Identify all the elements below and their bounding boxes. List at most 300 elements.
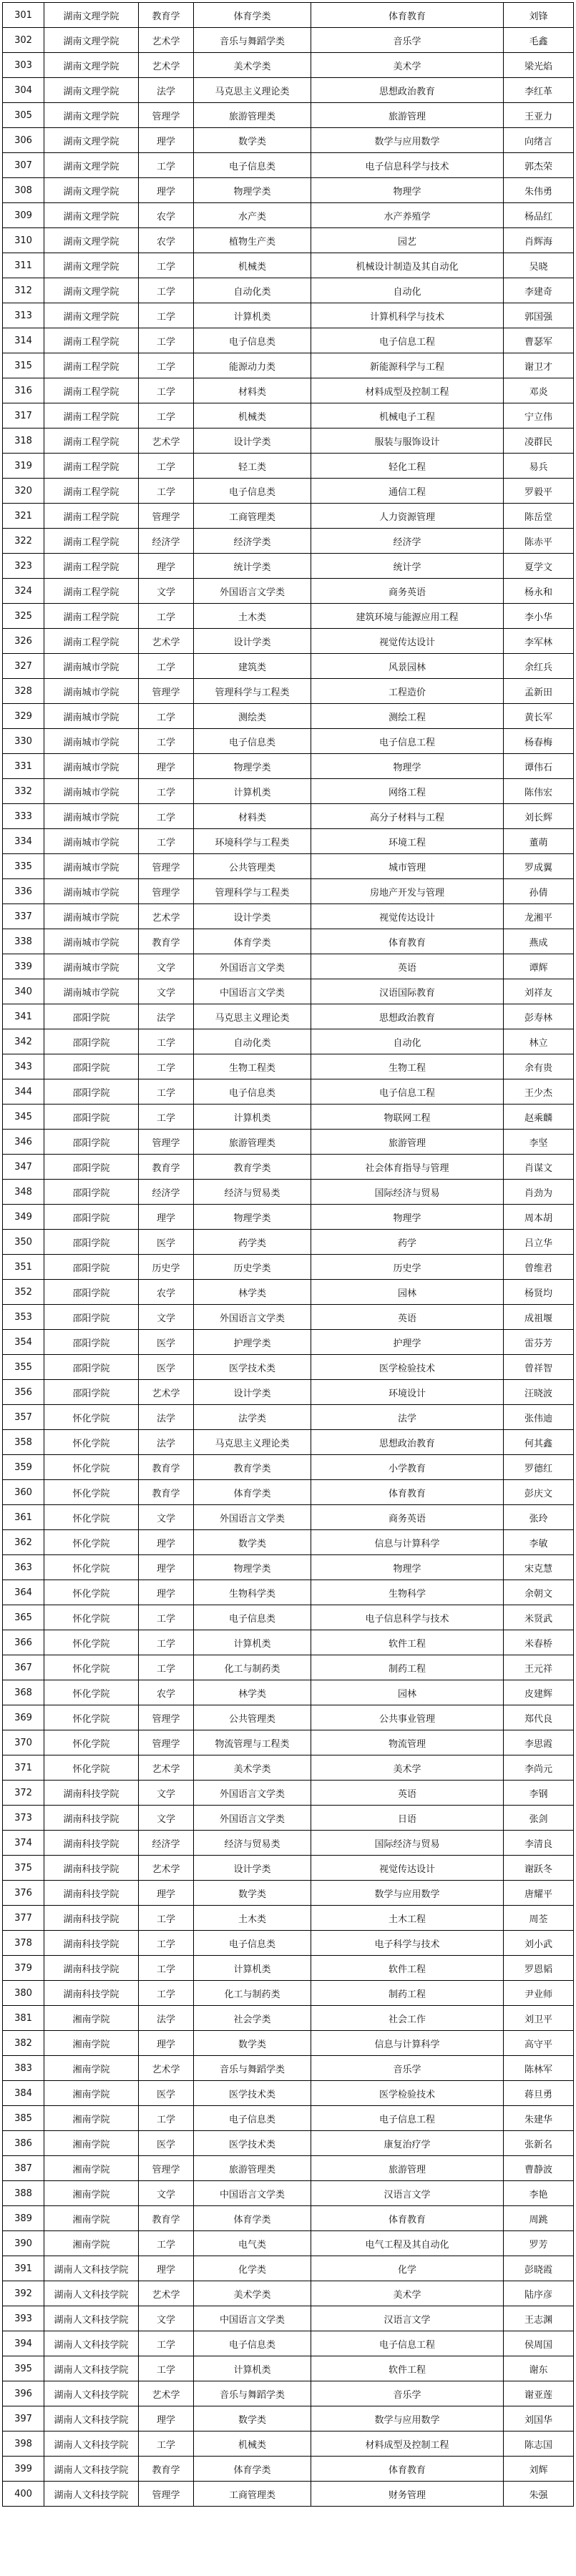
leader-cell: 唐耀平 — [504, 1881, 574, 1906]
discipline-cell: 法学 — [139, 78, 194, 103]
row-number-cell: 392 — [3, 2281, 44, 2306]
leader-cell: 陈林军 — [504, 2056, 574, 2081]
university-cell: 邵阳学院 — [44, 1355, 139, 1380]
university-cell: 湖南文理学院 — [44, 203, 139, 228]
discipline-cell: 医学 — [139, 1330, 194, 1355]
program-table — [2, 2, 574, 2507]
discipline-cell: 理学 — [139, 2256, 194, 2281]
table-row — [3, 1881, 574, 1906]
university-cell: 湘南学院 — [44, 2181, 139, 2206]
discipline-cell: 文学 — [139, 1305, 194, 1330]
university-cell: 邵阳学院 — [44, 1079, 139, 1105]
category-cell: 化工与制药类 — [194, 1655, 311, 1680]
leader-cell: 郑代良 — [504, 1705, 574, 1730]
discipline-cell: 工学 — [139, 328, 194, 353]
discipline-cell: 法学 — [139, 1405, 194, 1430]
leader-cell: 刘锋 — [504, 3, 574, 28]
row-number-cell: 394 — [3, 2331, 44, 2356]
row-number-cell: 361 — [3, 1505, 44, 1530]
university-cell: 邵阳学院 — [44, 1180, 139, 1205]
major-cell: 测绘工程 — [311, 704, 504, 729]
major-cell: 风景园林 — [311, 654, 504, 679]
table-row — [3, 2431, 574, 2457]
category-cell: 中国语言文学类 — [194, 2181, 311, 2206]
university-cell: 湘南学院 — [44, 2231, 139, 2256]
table-row — [3, 1430, 574, 1455]
category-cell: 外国语言文学类 — [194, 954, 311, 979]
leader-cell: 李思霞 — [504, 1730, 574, 1755]
row-number-cell: 311 — [3, 253, 44, 278]
leader-cell: 李敏 — [504, 1530, 574, 1555]
discipline-cell: 工学 — [139, 153, 194, 178]
leader-cell: 汪晓波 — [504, 1380, 574, 1405]
major-cell: 软件工程 — [311, 1630, 504, 1655]
leader-cell: 尹业师 — [504, 1981, 574, 2006]
university-cell: 湖南工程学院 — [44, 629, 139, 654]
row-number-cell: 371 — [3, 1755, 44, 1781]
row-number-cell: 358 — [3, 1430, 44, 1455]
table-row — [3, 1655, 574, 1680]
major-cell: 小学教育 — [311, 1455, 504, 1480]
university-cell: 湖南工程学院 — [44, 428, 139, 454]
university-cell: 湘南学院 — [44, 2081, 139, 2106]
major-cell: 统计学 — [311, 554, 504, 579]
row-number-cell: 343 — [3, 1054, 44, 1079]
major-cell: 思想政治教育 — [311, 1004, 504, 1029]
university-cell: 邵阳学院 — [44, 1380, 139, 1405]
major-cell: 体育教育 — [311, 2457, 504, 2482]
leader-cell: 雷芬芳 — [504, 1330, 574, 1355]
leader-cell: 何其鑫 — [504, 1430, 574, 1455]
leader-cell: 高守平 — [504, 2031, 574, 2056]
discipline-cell: 管理学 — [139, 1730, 194, 1755]
major-cell: 财务管理 — [311, 2482, 504, 2507]
row-number-cell: 322 — [3, 529, 44, 554]
leader-cell: 王亚力 — [504, 103, 574, 128]
category-cell: 数学类 — [194, 128, 311, 153]
discipline-cell: 理学 — [139, 1881, 194, 1906]
leader-cell: 刘祥友 — [504, 979, 574, 1004]
category-cell: 土木类 — [194, 1906, 311, 1931]
category-cell: 数学类 — [194, 1530, 311, 1555]
major-cell: 历史学 — [311, 1255, 504, 1280]
university-cell: 怀化学院 — [44, 1630, 139, 1655]
discipline-cell: 文学 — [139, 954, 194, 979]
discipline-cell: 工学 — [139, 1605, 194, 1630]
major-cell: 电子信息工程 — [311, 2331, 504, 2356]
major-cell: 城市管理 — [311, 854, 504, 879]
discipline-cell: 农学 — [139, 203, 194, 228]
table-row — [3, 128, 574, 153]
row-number-cell: 323 — [3, 554, 44, 579]
row-number-cell: 353 — [3, 1305, 44, 1330]
table-row — [3, 1906, 574, 1931]
major-cell: 物理学 — [311, 1205, 504, 1230]
leader-cell: 李红革 — [504, 78, 574, 103]
table-row — [3, 1280, 574, 1305]
row-number-cell: 395 — [3, 2356, 44, 2381]
university-cell: 湖南人文科技学院 — [44, 2381, 139, 2406]
major-cell: 医学检验技术 — [311, 2081, 504, 2106]
row-number-cell: 381 — [3, 2006, 44, 2031]
leader-cell: 陈赤平 — [504, 529, 574, 554]
major-cell: 自动化 — [311, 1029, 504, 1054]
leader-cell: 李坚 — [504, 1130, 574, 1155]
category-cell: 物理学类 — [194, 1555, 311, 1580]
leader-cell: 彭晓霞 — [504, 2256, 574, 2281]
major-cell: 英语 — [311, 954, 504, 979]
row-number-cell: 370 — [3, 1730, 44, 1755]
university-cell: 邵阳学院 — [44, 1230, 139, 1255]
university-cell: 湘南学院 — [44, 2206, 139, 2231]
table-row — [3, 529, 574, 554]
table-row — [3, 854, 574, 879]
leader-cell: 王元祥 — [504, 1655, 574, 1680]
table-row — [3, 1205, 574, 1230]
row-number-cell: 328 — [3, 679, 44, 704]
university-cell: 怀化学院 — [44, 1605, 139, 1630]
discipline-cell: 理学 — [139, 1530, 194, 1555]
table-row — [3, 2306, 574, 2331]
university-cell: 湖南工程学院 — [44, 604, 139, 629]
university-cell: 湖南人文科技学院 — [44, 2431, 139, 2457]
discipline-cell: 管理学 — [139, 504, 194, 529]
leader-cell: 侯周国 — [504, 2331, 574, 2356]
category-cell: 管理科学与工程类 — [194, 879, 311, 904]
table-row — [3, 554, 574, 579]
discipline-cell: 艺术学 — [139, 428, 194, 454]
row-number-cell: 302 — [3, 28, 44, 53]
category-cell: 建筑类 — [194, 654, 311, 679]
major-cell: 国际经济与贸易 — [311, 1180, 504, 1205]
leader-cell: 张剑 — [504, 1806, 574, 1831]
table-row — [3, 904, 574, 929]
university-cell: 湘南学院 — [44, 2006, 139, 2031]
category-cell: 历史学类 — [194, 1255, 311, 1280]
major-cell: 体育教育 — [311, 929, 504, 954]
table-row — [3, 1730, 574, 1755]
row-number-cell: 303 — [3, 53, 44, 78]
university-cell: 湖南文理学院 — [44, 303, 139, 328]
table-row — [3, 1305, 574, 1330]
major-cell: 公共事业管理 — [311, 1705, 504, 1730]
table-row — [3, 1605, 574, 1630]
category-cell: 中国语言文学类 — [194, 979, 311, 1004]
university-cell: 邵阳学院 — [44, 1305, 139, 1330]
row-number-cell: 380 — [3, 1981, 44, 2006]
category-cell: 药学类 — [194, 1230, 311, 1255]
row-number-cell: 324 — [3, 579, 44, 604]
major-cell: 医学检验技术 — [311, 1355, 504, 1380]
category-cell: 计算机类 — [194, 1630, 311, 1655]
category-cell: 统计学类 — [194, 554, 311, 579]
table-row — [3, 2331, 574, 2356]
university-cell: 湖南科技学院 — [44, 1781, 139, 1806]
university-cell: 湖南城市学院 — [44, 954, 139, 979]
university-cell: 湖南工程学院 — [44, 403, 139, 428]
university-cell: 湖南科技学院 — [44, 1906, 139, 1931]
table-row — [3, 2256, 574, 2281]
university-cell: 湖南工程学院 — [44, 353, 139, 378]
leader-cell: 朱建华 — [504, 2106, 574, 2131]
university-cell: 湖南人文科技学院 — [44, 2406, 139, 2431]
table-row — [3, 879, 574, 904]
category-cell: 化学类 — [194, 2256, 311, 2281]
discipline-cell: 工学 — [139, 604, 194, 629]
category-cell: 电气类 — [194, 2231, 311, 2256]
category-cell: 电子信息类 — [194, 2331, 311, 2356]
row-number-cell: 313 — [3, 303, 44, 328]
major-cell: 社会体育指导与管理 — [311, 1155, 504, 1180]
university-cell: 湖南城市学院 — [44, 704, 139, 729]
table-row — [3, 303, 574, 328]
table-row — [3, 1405, 574, 1430]
university-cell: 湖南科技学院 — [44, 1931, 139, 1956]
table-row — [3, 1705, 574, 1730]
category-cell: 自动化类 — [194, 1029, 311, 1054]
row-number-cell: 305 — [3, 103, 44, 128]
category-cell: 电子信息类 — [194, 1079, 311, 1105]
leader-cell: 皮建辉 — [504, 1680, 574, 1705]
leader-cell: 陈伟宏 — [504, 779, 574, 804]
discipline-cell: 工学 — [139, 378, 194, 403]
university-cell: 邵阳学院 — [44, 1105, 139, 1130]
row-number-cell: 375 — [3, 1856, 44, 1881]
category-cell: 电子信息类 — [194, 479, 311, 504]
major-cell: 园林 — [311, 1280, 504, 1305]
table-row — [3, 1781, 574, 1806]
major-cell: 音乐学 — [311, 28, 504, 53]
leader-cell: 谢卫才 — [504, 353, 574, 378]
category-cell: 计算机类 — [194, 1105, 311, 1130]
table-row — [3, 1255, 574, 1280]
row-number-cell: 329 — [3, 704, 44, 729]
university-cell: 湖南科技学院 — [44, 1831, 139, 1856]
category-cell: 旅游管理类 — [194, 1130, 311, 1155]
university-cell: 湖南工程学院 — [44, 554, 139, 579]
leader-cell: 朱强 — [504, 2482, 574, 2507]
discipline-cell: 管理学 — [139, 854, 194, 879]
university-cell: 邵阳学院 — [44, 1255, 139, 1280]
major-cell: 物联网工程 — [311, 1105, 504, 1130]
discipline-cell: 医学 — [139, 2081, 194, 2106]
major-cell: 土木工程 — [311, 1906, 504, 1931]
table-row — [3, 504, 574, 529]
table-row — [3, 1931, 574, 1956]
category-cell: 计算机类 — [194, 779, 311, 804]
discipline-cell: 工学 — [139, 1079, 194, 1105]
discipline-cell: 工学 — [139, 403, 194, 428]
major-cell: 汉语言文学 — [311, 2306, 504, 2331]
major-cell: 通信工程 — [311, 479, 504, 504]
discipline-cell: 文学 — [139, 2181, 194, 2206]
category-cell: 外国语言文学类 — [194, 1806, 311, 1831]
category-cell: 医学技术类 — [194, 2081, 311, 2106]
category-cell: 植物生产类 — [194, 228, 311, 253]
leader-cell: 曹静波 — [504, 2156, 574, 2181]
table-row — [3, 1330, 574, 1355]
leader-cell: 郭国强 — [504, 303, 574, 328]
category-cell: 生物科学类 — [194, 1580, 311, 1605]
row-number-cell: 397 — [3, 2406, 44, 2431]
discipline-cell: 工学 — [139, 2231, 194, 2256]
leader-cell: 罗德红 — [504, 1455, 574, 1480]
category-cell: 经济与贸易类 — [194, 1180, 311, 1205]
major-cell: 制药工程 — [311, 1655, 504, 1680]
university-cell: 湖南工程学院 — [44, 529, 139, 554]
university-cell: 湘南学院 — [44, 2106, 139, 2131]
row-number-cell: 332 — [3, 779, 44, 804]
major-cell: 建筑环境与能源应用工程 — [311, 604, 504, 629]
table-row — [3, 1530, 574, 1555]
category-cell: 设计学类 — [194, 428, 311, 454]
leader-cell: 余朝文 — [504, 1580, 574, 1605]
table-row — [3, 1455, 574, 1480]
discipline-cell: 工学 — [139, 253, 194, 278]
major-cell: 思想政治教育 — [311, 78, 504, 103]
row-number-cell: 385 — [3, 2106, 44, 2131]
row-number-cell: 355 — [3, 1355, 44, 1380]
discipline-cell: 工学 — [139, 804, 194, 829]
major-cell: 美术学 — [311, 53, 504, 78]
row-number-cell: 390 — [3, 2231, 44, 2256]
table-row — [3, 1555, 574, 1580]
table-row — [3, 479, 574, 504]
major-cell: 软件工程 — [311, 2356, 504, 2381]
university-cell: 邵阳学院 — [44, 1205, 139, 1230]
row-number-cell: 316 — [3, 378, 44, 403]
discipline-cell: 管理学 — [139, 2482, 194, 2507]
university-cell: 怀化学院 — [44, 1405, 139, 1430]
row-number-cell: 333 — [3, 804, 44, 829]
university-cell: 湖南城市学院 — [44, 879, 139, 904]
leader-cell: 杨品红 — [504, 203, 574, 228]
row-number-cell: 345 — [3, 1105, 44, 1130]
category-cell: 社会学类 — [194, 2006, 311, 2031]
row-number-cell: 373 — [3, 1806, 44, 1831]
university-cell: 怀化学院 — [44, 1555, 139, 1580]
table-row — [3, 2231, 574, 2256]
row-number-cell: 360 — [3, 1480, 44, 1505]
table-row — [3, 278, 574, 303]
program-table-body — [3, 3, 574, 2507]
university-cell: 湖南人文科技学院 — [44, 2306, 139, 2331]
discipline-cell: 经济学 — [139, 1180, 194, 1205]
row-number-cell: 391 — [3, 2256, 44, 2281]
major-cell: 材料成型及控制工程 — [311, 378, 504, 403]
category-cell: 外国语言文学类 — [194, 1505, 311, 1530]
university-cell: 湖南城市学院 — [44, 829, 139, 854]
major-cell: 新能源科学与工程 — [311, 353, 504, 378]
category-cell: 工商管理类 — [194, 504, 311, 529]
discipline-cell: 工学 — [139, 454, 194, 479]
discipline-cell: 文学 — [139, 1781, 194, 1806]
row-number-cell: 312 — [3, 278, 44, 303]
table-row — [3, 579, 574, 604]
major-cell: 英语 — [311, 1305, 504, 1330]
university-cell: 湖南城市学院 — [44, 654, 139, 679]
major-cell: 机械电子工程 — [311, 403, 504, 428]
discipline-cell: 工学 — [139, 1931, 194, 1956]
leader-cell: 凌群民 — [504, 428, 574, 454]
major-cell: 体育教育 — [311, 3, 504, 28]
row-number-cell: 359 — [3, 1455, 44, 1480]
category-cell: 美术学类 — [194, 1755, 311, 1781]
discipline-cell: 管理学 — [139, 879, 194, 904]
major-cell: 制药工程 — [311, 1981, 504, 2006]
university-cell: 湖南文理学院 — [44, 278, 139, 303]
table-row — [3, 2482, 574, 2507]
table-row — [3, 1079, 574, 1105]
discipline-cell: 工学 — [139, 829, 194, 854]
major-cell: 材料成型及控制工程 — [311, 2431, 504, 2457]
discipline-cell: 教育学 — [139, 929, 194, 954]
category-cell: 林学类 — [194, 1280, 311, 1305]
university-cell: 湖南工程学院 — [44, 504, 139, 529]
major-cell: 人力资源管理 — [311, 504, 504, 529]
major-cell: 视觉传达设计 — [311, 1856, 504, 1881]
category-cell: 数学类 — [194, 2031, 311, 2056]
major-cell: 软件工程 — [311, 1956, 504, 1981]
discipline-cell: 艺术学 — [139, 2281, 194, 2306]
discipline-cell: 教育学 — [139, 2206, 194, 2231]
row-number-cell: 301 — [3, 3, 44, 28]
leader-cell: 余有贵 — [504, 1054, 574, 1079]
major-cell: 房地产开发与管理 — [311, 879, 504, 904]
leader-cell: 王少杰 — [504, 1079, 574, 1105]
leader-cell: 李清良 — [504, 1831, 574, 1856]
category-cell: 机械类 — [194, 403, 311, 428]
row-number-cell: 309 — [3, 203, 44, 228]
university-cell: 怀化学院 — [44, 1480, 139, 1505]
leader-cell: 赵乘麟 — [504, 1105, 574, 1130]
major-cell: 环境工程 — [311, 829, 504, 854]
leader-cell: 宁立伟 — [504, 403, 574, 428]
leader-cell: 周荃 — [504, 1906, 574, 1931]
row-number-cell: 387 — [3, 2156, 44, 2181]
major-cell: 信息与计算科学 — [311, 2031, 504, 2056]
university-cell: 湖南工程学院 — [44, 328, 139, 353]
category-cell: 旅游管理类 — [194, 103, 311, 128]
university-cell: 邵阳学院 — [44, 1155, 139, 1180]
table-row — [3, 78, 574, 103]
university-cell: 湖南文理学院 — [44, 28, 139, 53]
university-cell: 湖南城市学院 — [44, 754, 139, 779]
row-number-cell: 376 — [3, 1881, 44, 1906]
table-row — [3, 428, 574, 454]
discipline-cell: 理学 — [139, 2031, 194, 2056]
category-cell: 公共管理类 — [194, 854, 311, 879]
discipline-cell: 工学 — [139, 1956, 194, 1981]
discipline-cell: 艺术学 — [139, 28, 194, 53]
major-cell: 思想政治教育 — [311, 1430, 504, 1455]
table-row — [3, 1831, 574, 1856]
discipline-cell: 理学 — [139, 128, 194, 153]
leader-cell: 张新名 — [504, 2131, 574, 2156]
discipline-cell: 医学 — [139, 2131, 194, 2156]
row-number-cell: 350 — [3, 1230, 44, 1255]
leader-cell: 谢东 — [504, 2356, 574, 2381]
university-cell: 湖南人文科技学院 — [44, 2457, 139, 2482]
category-cell: 化工与制药类 — [194, 1981, 311, 2006]
table-row — [3, 1054, 574, 1079]
discipline-cell: 教育学 — [139, 3, 194, 28]
row-number-cell: 310 — [3, 228, 44, 253]
category-cell: 计算机类 — [194, 303, 311, 328]
row-number-cell: 338 — [3, 929, 44, 954]
table-row — [3, 1230, 574, 1255]
university-cell: 湖南人文科技学院 — [44, 2256, 139, 2281]
